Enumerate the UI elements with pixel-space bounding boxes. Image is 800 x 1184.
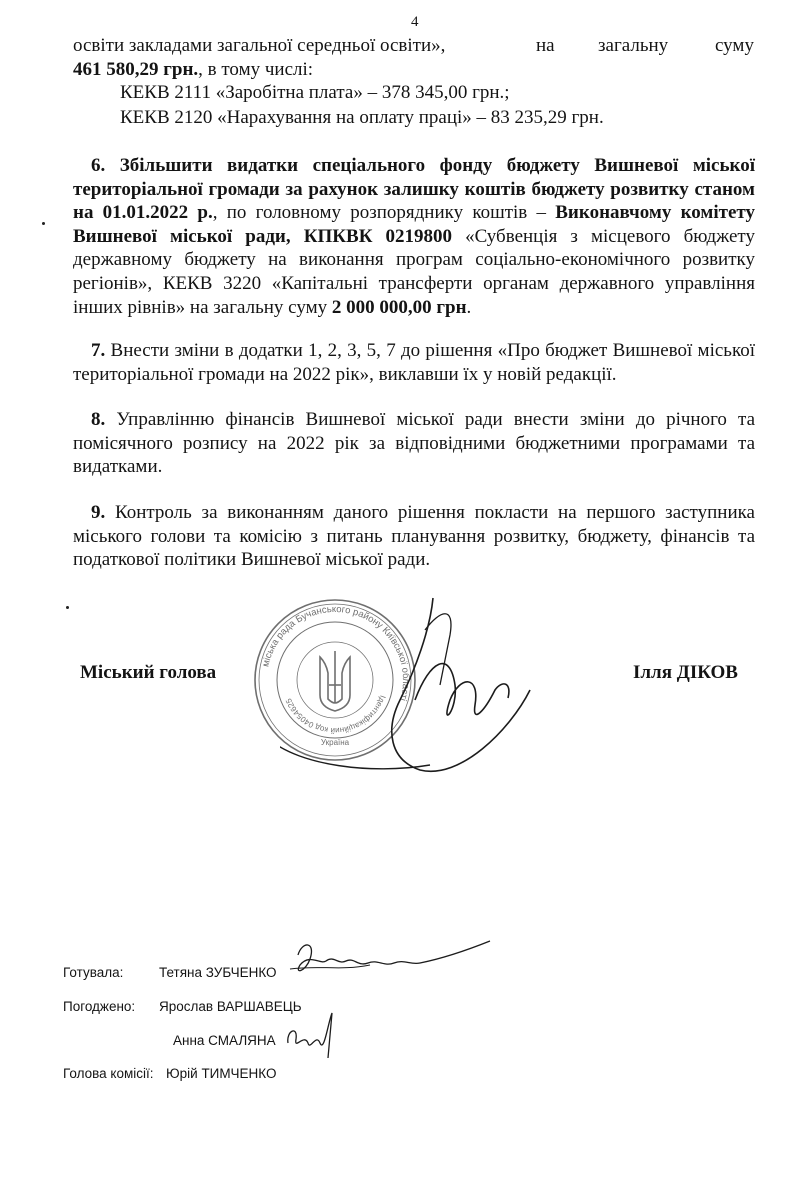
kekv-line-2111: КЕКВ 2111 «Заробітна плата» – 378 345,00 грн.; bbox=[120, 82, 510, 103]
scan-speck bbox=[66, 606, 69, 609]
top-line1-right: суму bbox=[715, 35, 754, 56]
item-7-paragraph bbox=[73, 339, 755, 386]
preparer-signature bbox=[280, 935, 495, 985]
mayor-position: Міський голова bbox=[80, 662, 217, 683]
seal-outer-text: міська рада Бучанського району Київської області bbox=[260, 603, 412, 703]
item-8-number: 8. bbox=[91, 409, 106, 430]
top-amount-suffix: , в тому числі: bbox=[198, 59, 314, 80]
approver-signature bbox=[280, 1003, 350, 1063]
item-6-bold-lead: 6. Збільшити видатки спеціального фонду бюджету Вишневої міської територіальної громади за рахунок залишку коштів бюджету розвитку станом на 01.01.2022 р. bbox=[73, 155, 755, 224]
page-number: 4 bbox=[411, 14, 419, 30]
item-8-text: Управлінню фінансів Вишневої міської ради внести зміни до річного та помісячного розпису на 2022 рік за відповідними бюджетними програмами та видатками. bbox=[73, 409, 755, 478]
footer-name-commission: Юрій ТИМЧЕНКО bbox=[166, 1066, 277, 1081]
footer-name-approved-2: Анна СМАЛЯНА bbox=[173, 1033, 276, 1048]
mayor-signature bbox=[280, 590, 560, 800]
footer-name-prepared: Тетяна ЗУБЧЕНКО bbox=[159, 965, 277, 980]
footer-label-commission: Голова комісії: bbox=[63, 1066, 154, 1081]
item-6-paragraph bbox=[73, 154, 755, 319]
footer-name-approved-1: Ярослав ВАРШАВЕЦЬ bbox=[159, 999, 302, 1014]
top-line1-mid2: загальну bbox=[598, 35, 669, 56]
item-6-text-a: , по головному розпоряднику коштів – bbox=[212, 202, 556, 224]
top-line1-left: освіти закладами загальної середньої освіти», bbox=[73, 35, 446, 56]
footer-label-approved: Погоджено: bbox=[63, 999, 136, 1014]
scan-speck bbox=[42, 222, 45, 225]
mayor-name: Ілля ДІКОВ bbox=[633, 662, 738, 683]
item-6-end: . bbox=[466, 296, 472, 318]
item-7-text: Внести зміни в додатки 1, 2, 3, 5, 7 до рішення «Про бюджет Вишневої міської територіальної громади на 2022 рік», виклавши їх у новій редакції. bbox=[73, 340, 755, 385]
item-7-number: 7. bbox=[91, 340, 106, 361]
top-paragraph-line1 bbox=[73, 34, 757, 58]
item-6-text-c: «Субвенція з місцевого бюджету державному бюджету на виконання програм соціально-економічного розвитку регіонів», КЕКВ 3220 «Капітальні трансферти органам державного управління інших рівнів» на загальну суму bbox=[73, 225, 755, 318]
item-9-text: Контроль за виконанням даного рішення покласти на першого заступника міського голови та комісію з питань планування розвитку, бюджету, фінансів та податкової політики Вишневої міської ради. bbox=[73, 502, 755, 571]
top-paragraph-line2 bbox=[73, 58, 313, 82]
top-amount: 461 580,29 грн. bbox=[73, 59, 199, 80]
item-6-amount: 2 000 000,00 грн bbox=[331, 296, 467, 318]
item-8-paragraph bbox=[73, 408, 755, 479]
item-9-number: 9. bbox=[91, 502, 106, 523]
seal-bottom-text: Україна bbox=[320, 738, 350, 747]
item-9-paragraph bbox=[73, 501, 755, 572]
kekv-line-2120: КЕКВ 2120 «Нарахування на оплату праці» – 83 235,29 грн. bbox=[120, 107, 604, 128]
item-6-bold-b: Виконавчому комітету Вишневої міської ради, КПКВК 0219800 bbox=[73, 202, 755, 247]
seal-inner-text: Ідентифікаційний код 04054625 bbox=[283, 694, 388, 736]
top-line1-mid: на bbox=[536, 35, 555, 56]
footer-label-prepared: Готувала: bbox=[63, 965, 124, 980]
